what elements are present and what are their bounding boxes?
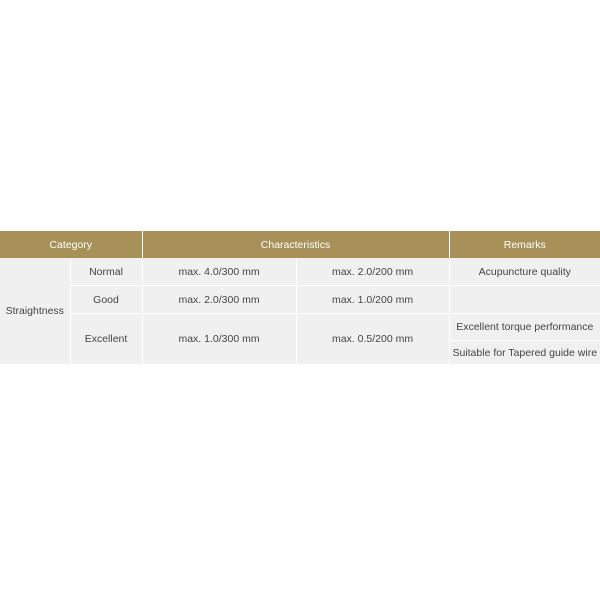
remarks-cell: Acupuncture quality: [449, 258, 600, 286]
spec-300-cell: max. 2.0/300 mm: [142, 286, 296, 314]
spec-200-cell: max. 1.0/200 mm: [296, 286, 449, 314]
table-row: [0, 314, 600, 341]
header-category: Category: [0, 231, 142, 258]
grade-cell: Excellent: [70, 314, 142, 365]
remarks-cell: Excellent torque performance: [449, 314, 600, 341]
group-label-straightness: Straightness: [0, 258, 70, 364]
remarks-cell: Suitable for Tapered guide wire: [449, 341, 600, 365]
spec-300-cell: max. 4.0/300 mm: [142, 258, 296, 286]
remarks-cell-empty: [449, 286, 600, 314]
table-header-row: [0, 231, 600, 258]
spec-300-cell: max. 1.0/300 mm: [142, 314, 296, 365]
header-characteristics: Characteristics: [142, 231, 449, 258]
table-row: [0, 258, 600, 286]
header-remarks: Remarks: [449, 231, 600, 258]
table-row: [0, 286, 600, 314]
straightness-spec-table: [0, 231, 600, 365]
spec-200-cell: max. 0.5/200 mm: [296, 314, 449, 365]
grade-cell: Normal: [70, 258, 142, 286]
grade-cell: Good: [70, 286, 142, 314]
spec-200-cell: max. 2.0/200 mm: [296, 258, 449, 286]
